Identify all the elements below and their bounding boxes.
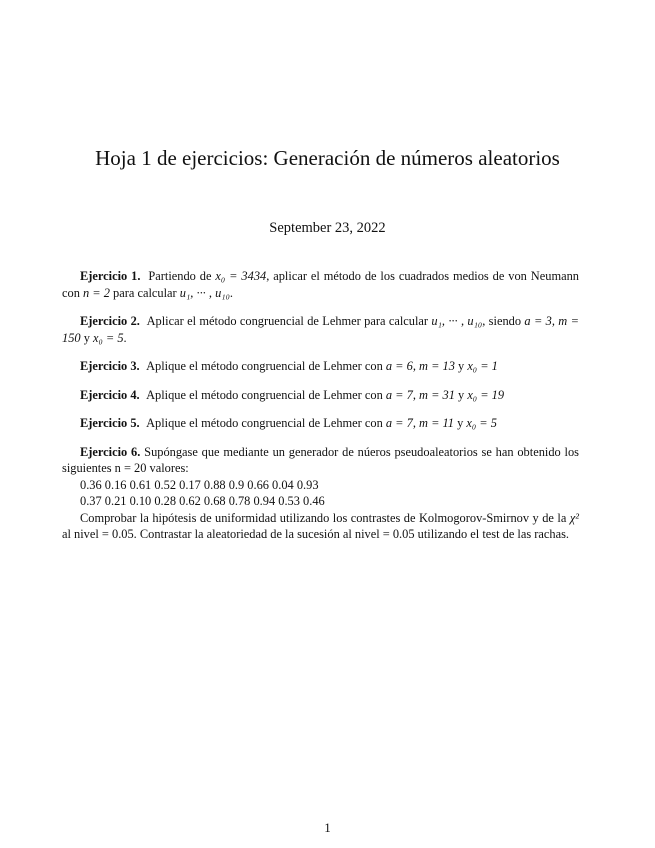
math-expression: a = 7, m = 31 bbox=[385, 387, 455, 402]
exercise-text: y bbox=[454, 359, 468, 373]
exercise-text: . bbox=[123, 330, 127, 345]
exercise-text: Aplique el método congruencial de Lehmer con bbox=[146, 359, 386, 373]
exercise-label: Ejercicio 2. bbox=[80, 314, 140, 328]
exercise-text: y bbox=[80, 330, 93, 345]
exercise-label: Ejercicio 5. bbox=[80, 416, 140, 430]
math-expression: u₁, ··· , u₁₀ bbox=[179, 285, 230, 300]
math-expression: x₀ = 19 bbox=[467, 387, 505, 402]
exercise-6-intro bbox=[62, 444, 579, 477]
exercise-1 bbox=[62, 268, 579, 301]
math-expression: x₀ = 5 bbox=[466, 416, 497, 430]
document-title: Hoja 1 de ejercicios: Generación de números aleatorios bbox=[95, 146, 560, 170]
exercise-text: Comprobar la hipótesis de uniformidad utilizando los contrastes de Kolmogorov-Smirnov y de la bbox=[80, 510, 570, 525]
exercise-text: , siendo bbox=[482, 314, 525, 328]
exercise-text: para calcular bbox=[109, 285, 180, 300]
exercise-6-task bbox=[62, 510, 579, 543]
exercise-label: Ejercicio 1. bbox=[80, 269, 141, 283]
math-expression: x₀ = 1 bbox=[467, 359, 498, 373]
math-expression: x₀ = 5 bbox=[92, 330, 124, 345]
exercise-text: Aplicar el método congruencial de Lehmer para calcular bbox=[146, 314, 432, 328]
values-line-1: 0.36 0.16 0.61 0.52 0.17 0.88 0.9 0.66 0.04 0.93 bbox=[80, 477, 319, 492]
exercise-text: y bbox=[454, 387, 468, 402]
exercise-label: Ejercicio 3. bbox=[80, 359, 140, 373]
math-expression: a = 7, m = 11 bbox=[385, 416, 454, 430]
exercise-5 bbox=[62, 415, 579, 432]
exercise-text: al nivel = 0.05. Contrastar la aleatoriedad de la sucesión al nivel = 0.05 utilizando el test de las rachas. bbox=[62, 527, 570, 541]
exercise-6 bbox=[62, 444, 579, 543]
exercise-text: Aplique el método congruencial de Lehmer con bbox=[146, 416, 386, 430]
exercise-text: Supóngase que mediante un generador de núeros pseudoaleatorios se han obtenido los siguientes n = 20 valores: bbox=[62, 444, 579, 475]
exercise-text: . bbox=[229, 285, 233, 300]
exercise-2 bbox=[62, 313, 579, 346]
exercise-text: Partiendo de bbox=[148, 269, 216, 283]
math-expression: u₁, ··· , u₁₀ bbox=[431, 314, 483, 328]
exercise-3 bbox=[62, 358, 579, 375]
document-date: September 23, 2022 bbox=[269, 220, 386, 236]
math-expression: a = 3, m = 150 bbox=[62, 314, 579, 345]
exercise-text: , aplicar el método de los cuadrados medios de von Neumann con bbox=[62, 269, 579, 300]
exercise-text: y bbox=[454, 416, 467, 430]
values-line-2: 0.37 0.21 0.10 0.28 0.62 0.68 0.78 0.94 0.53 0.46 bbox=[80, 494, 325, 508]
exercise-list bbox=[62, 268, 579, 543]
math-expression: n = 2 bbox=[83, 285, 110, 300]
exercise-text: Aplique el método congruencial de Lehmer con bbox=[146, 387, 386, 402]
exercise-label: Ejercicio 6. bbox=[80, 444, 141, 459]
page-number: 1 bbox=[324, 820, 331, 835]
math-expression: a = 6, m = 13 bbox=[385, 359, 455, 373]
math-expression: χ² bbox=[569, 510, 579, 525]
math-expression: x₀ = 3434 bbox=[215, 269, 267, 283]
exercise-4 bbox=[62, 387, 579, 404]
exercise-label: Ejercicio 4. bbox=[80, 387, 140, 402]
